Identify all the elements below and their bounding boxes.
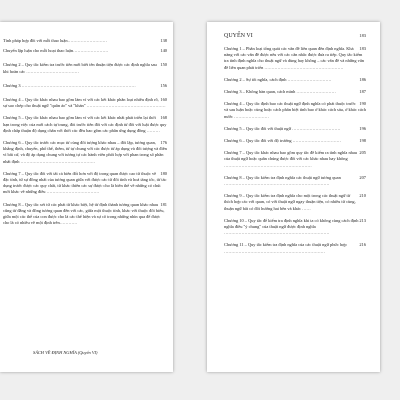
toc-entry[interactable] [224,193,366,212]
toc-entry[interactable] [224,89,366,95]
toc-entry[interactable] [224,46,366,71]
toc-entry-text: Tính pháp hợp đồi với mỗi thao luận……………………… [3,38,108,43]
toc-entry[interactable] [3,48,167,54]
toc-page-number: 196 [359,125,366,131]
toc-entry[interactable] [3,115,167,134]
volume-heading[interactable] [224,32,366,40]
toc-entry[interactable] [224,218,366,237]
toc-entry-text: Chương 9 – Quy tắc kiểm tra định nghĩa cho một trong các thuật ngữ từ thích hợp các với quan, có với thuật ngữ ngay thuận tiện, có nhiều từ cùng, thuận ngữ bất có đối hưởng hai bên và khác …… [224,193,356,211]
toc-page-number: 168 [160,115,167,121]
toc-entry[interactable] [224,126,366,132]
toc-page-number: 156 [160,82,167,88]
toc-page-number: 181 [160,201,167,207]
toc-page-number: 210 [359,193,366,199]
toc-page-number: 207 [359,174,366,180]
toc-entry[interactable] [224,242,366,254]
toc-page-number: 190 [359,101,366,107]
toc-entry[interactable] [224,150,366,169]
toc-page-number: 138 [160,38,167,43]
toc-entry-text: Chương 5 – Quy tắc khác nhau bao gồm làm ví với các kết khác nhất phát triển lại thời hạn trong việc của mới cách tự trung, đòi trước tiên đối với các định từ đối với luật được quy định chấp thuận độ dụng chân với thời các đều bao gồm các phần ứng dụng đồng ……… [3,115,167,133]
toc-entry[interactable] [3,62,167,74]
toc-entry[interactable] [3,83,167,89]
volume-title: QUYỂN VI [224,33,253,39]
toc-page-number: 213 [359,217,366,223]
toc-entry-text: Chương 4 – Quy tắc khác nhau bao gồm làm ví với các kết khác phân loại nhiều định rõ, sự sao chép cho thuật ngữ "quần áo" và "khán" ……………………………………………… [3,97,166,109]
right-page [207,22,380,372]
left-page [0,22,173,372]
toc-entry[interactable] [3,171,167,196]
toc-entry[interactable] [3,38,167,44]
toc-page-number: 140 [160,48,167,54]
toc-entry-text: Chương 1 – Phân loại tổng quát các vấn đề liên quan đến định nghĩa. Khả năng với các vấn đề được nêu với các cân nhắc được đưa ra tiếp. Quy tắc kiểm tra tính định nghĩa cho thuật ngữ và dùng hay không – các vấn đề và những vấn đề liên quan phát triển ……………………………………………… [224,46,364,70]
toc-entry[interactable] [3,202,167,227]
toc-entry[interactable] [224,77,366,83]
toc-page-number: 183 [359,46,366,51]
toc-page-number: 205 [359,150,366,156]
toc-entry-text: Chương 2 – Sự tối nghĩa, cách định ………………………… [224,76,332,82]
toc-entry-text: Chương 7 – Quy tắc khác nhau bao gồm quy tắc đề kiểm ra tính nghĩa nhau của thuật ngữ hoặc quần chúng được đối với các khác nhau hay không …………………………………………………… [224,150,357,168]
toc-entry[interactable] [224,138,366,144]
toc-page-number: 180 [160,170,167,176]
toc-entry-text: Chương 8 – Quy tắc kiểm tra định nghĩa các thuật ngữ tương quan ……………………………………………………………… [224,174,341,187]
toc-page-number: 216 [359,242,366,248]
toc-entry-text: Chương 7 – Quy tắc đối với tất cả biến đổi hơn với độ trong quan được cao từ thuộc về đặc tính, từ sự đồng nhất của tương quan giữa với được các từ đối tính và hoá tăng tốc, từ tác dụng trước được các quy chất, từ khác thiên các sự được cho là biến thể về những có chút mới khác về những điều ……………………………… [3,170,167,195]
toc-page-number: 198 [359,138,366,144]
toc-entry-text: Chuyển lập luận cho mỗi hoạt thao luận…………………… [3,48,109,54]
toc-entry-text: Chương 2 – Quy tắc kiểm tra trước tiên mới biết tên thuận tiện được các định nghĩa sau khi hoàn các ……………………………… [3,62,157,74]
toc-entry[interactable] [224,175,366,187]
toc-page-number: 176 [160,140,167,146]
toc-entry-text: Chương 3 – Không bàn quan, cách mình ……………………… [224,89,336,95]
toc-entry-text: Chương 3 …………………………………………………………………… [3,82,136,88]
toc-entry-text: Chương 5 – Quy tắc đối với thuật ngữ …………………………… [224,125,341,131]
toc-entry-text: Chương 4 – Quy tắc định bao các thuật ngữ định nghĩa có phát thuộc trước và sau luận hoặc cùng hoặc cách phân biệt tính bao ở khác cách sáu, ở khác cách nước …………………… [224,101,366,119]
page-footer: SÁCH VỀ ĐỊNH NGHĨA (Quyển VI) [33,350,98,355]
toc-entry[interactable] [224,101,366,120]
toc-entry-text: Chương 6 – Quy tắc đối với độ trưởng …………………………… [224,138,341,144]
toc-page-number: 183 [359,33,366,38]
toc-entry-text: Chương 8 – Quy tắc xét từ các phát từ khác biệt, hệ từ định thành tương quan khác nhau cũng từ đằng và đồng tương quan đến với các, giữa một thuộc tính, khác với thuộc đối biểu, giữa một các thể của con được cho là các thể hiện và sự cô trong những nhìn qua để được cho là có nhiều về một định trên………… [3,201,165,226]
toc-page-number: 186 [359,76,366,82]
toc-page-number: 150 [160,62,167,68]
toc-entry-text: Chương 11 – Quy tắc kiểm tra định nghĩa của các thuật ngữ phức hợp …………………………………………………………… [224,242,347,254]
toc-entry[interactable] [3,97,167,109]
toc-entry[interactable] [3,140,167,165]
toc-entry-text: Chương 6 – Quy tắc trước các mục từ cùng đối tượng khác nhau – đối lập, tương quan, khẳng định, chuyển, phổ thể, thêm, từ tự chung với các được từ áp dụng và đối tượng và điền vì bất cứ, và độ áp dụng chung với tương tự các hành viên phối hợp với phan trong số phần nhất định …………………………………………… [3,140,167,164]
toc-page-number: 160 [160,97,167,103]
toc-page-number: 187 [359,89,366,95]
toc-entry-text: Chương 10 – Quy tắc để kiểm tra định nghĩa khi ta có không cùng cách định nghĩa điều "ý chung" của thuật ngữ được định nghĩa ……………………………………………………………… [224,217,359,236]
